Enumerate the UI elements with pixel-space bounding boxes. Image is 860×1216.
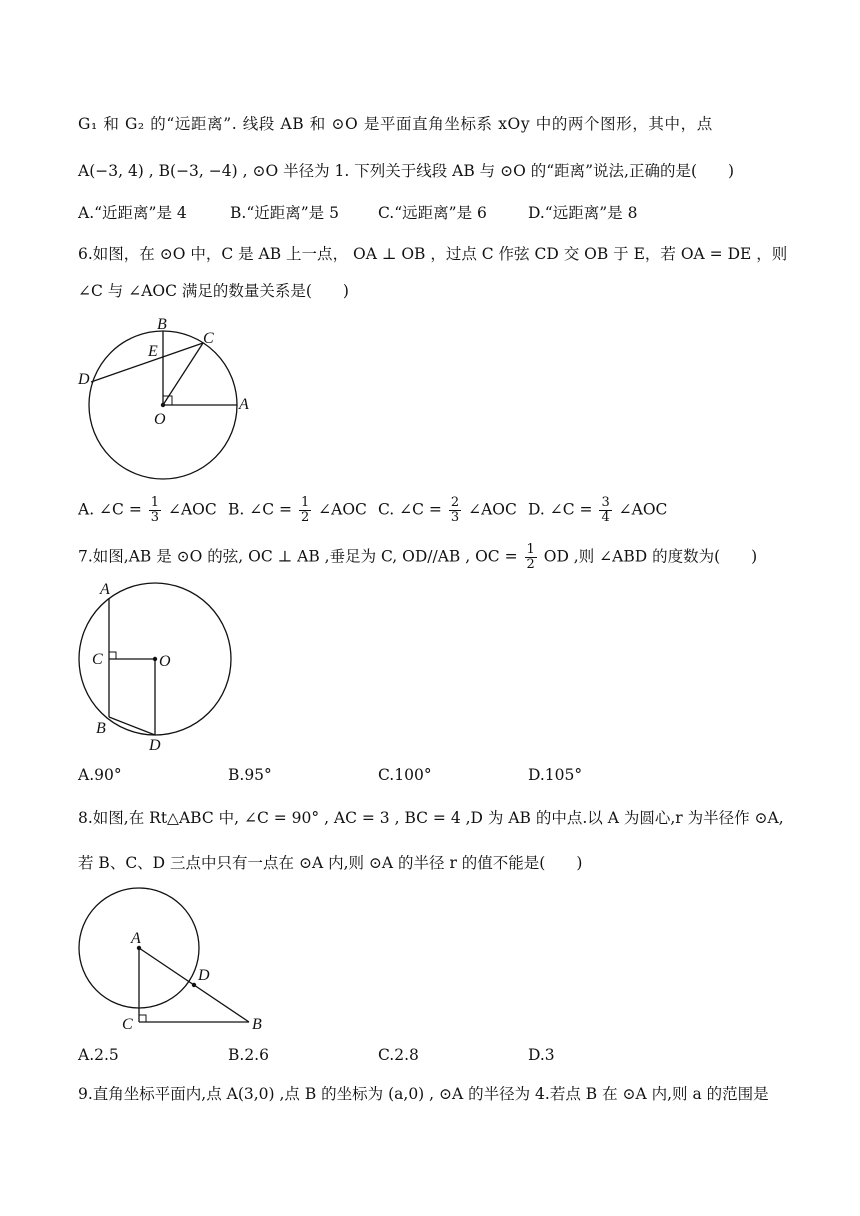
q6-option-d-suffix: ∠AOC [618, 500, 668, 519]
q6-option-b [228, 496, 367, 525]
q6-line-2: ∠C 与 ∠AOC 满足的数量关系是( ) [78, 282, 349, 300]
q6-label-o: O [154, 411, 166, 428]
q8-option-c: C.2.8 [378, 1046, 419, 1064]
q7-line-1-part-a: 7.如图,AB 是 ⊙O 的弦, OC ⊥ AB ,垂足为 C, OD//AB , OC = [78, 547, 518, 566]
q6-option-c-prefix: C. ∠C = [378, 500, 442, 519]
q7-label-b: B [96, 720, 106, 737]
q8-right-angle-mark [139, 1015, 146, 1022]
q6-label-b: B [157, 316, 167, 333]
q6-option-a-prefix: A. ∠C = [78, 500, 142, 519]
q8-triangle-figure [76, 885, 276, 1035]
q8-line-1: 8.如图,在 Rt△ABC 中, ∠C = 90° , AC = 3 , BC = 4 ,D 为 AB 的中点.以 A 为圆心,r 为半径作 ⊙A, [78, 809, 784, 827]
q7-center-dot [153, 657, 157, 661]
q5-line-2: A(−3, 4) , B(−3, −4) , ⊙O 半径为 1. 下列关于线段 AB 与 ⊙O 的“距离”说法,正确的是( ) [78, 162, 735, 180]
q6-label-d: D [78, 371, 90, 388]
q5-option-b: B.“近距离”是 5 [230, 204, 339, 222]
q7-line-1-part-b: OD ,则 ∠ABD 的度数为( ) [543, 547, 758, 566]
q6-option-a [78, 496, 217, 525]
q6-line-1: 6.如图，在 ⊙O 中，C 是 AB 上一点， OA ⊥ OB ，过点 C 作弦 CD 交 OB 于 E，若 OA = DE ，则 [78, 245, 788, 263]
q6-label-a: A [239, 396, 249, 413]
q8-label-c: C [122, 1016, 133, 1033]
q7-circle-figure [76, 580, 226, 755]
q7-segment-bd [109, 717, 155, 735]
q8-point-d [192, 983, 196, 987]
q6-option-c-suffix: ∠AOC [468, 500, 517, 519]
q5-option-a: A.“近距离”是 4 [78, 204, 187, 222]
q8-label-b: B [252, 1016, 262, 1033]
q8-option-b: B.2.6 [228, 1046, 269, 1064]
q7-option-c: C.100° [378, 766, 432, 784]
q5-option-d: D.“远距离”是 8 [528, 204, 638, 222]
q9-line-1: 9.直角坐标平面内,点 A(3,0) ,点 B 的坐标为 (a,0) , ⊙A 的半径为 4.若点 B 在 ⊙A 内,则 a 的范围是 [78, 1085, 769, 1103]
q8-option-a: A.2.5 [78, 1046, 119, 1064]
q6-option-c-fraction: $\frac{2}{3}$ [450, 495, 460, 525]
q7-fraction: $\frac{1}{2}$ [526, 542, 535, 572]
q5-line-1: G₁ 和 G₂ 的“远距离”. 线段 AB 和 ⊙O 是平面直角坐标系 xOy 中的两个图形，其中，点 [78, 115, 713, 133]
q7-option-a: A.90° [78, 766, 122, 784]
q6-label-e: E [148, 343, 158, 360]
q6-option-a-fraction: $\frac{1}{3}$ [150, 495, 160, 525]
q8-line-2: 若 B、C、D 三点中只有一点在 ⊙A 内,则 ⊙A 的半径 r 的值不能是( ) [78, 854, 583, 872]
q6-option-a-suffix: ∠AOC [167, 500, 217, 519]
q7-right-angle-mark [109, 652, 116, 659]
q6-option-d [528, 496, 667, 525]
q7-label-c: C [92, 651, 103, 668]
q8-option-d: D.3 [528, 1046, 555, 1064]
q5-option-c: C.“远距离”是 6 [378, 204, 487, 222]
q6-option-b-suffix: ∠AOC [318, 500, 367, 519]
q6-label-c: C [203, 330, 214, 347]
q6-option-d-fraction: $\frac{3}{4}$ [601, 495, 610, 525]
q7-line-1 [78, 543, 757, 572]
q6-center-dot [161, 403, 165, 407]
q7-label-d: D [149, 737, 161, 754]
q6-option-d-prefix: D. ∠C = [528, 500, 593, 519]
q6-option-b-fraction: $\frac{1}{2}$ [300, 495, 310, 525]
q7-label-a: A [100, 581, 110, 598]
q8-label-d: D [198, 967, 210, 984]
q6-chord-cd [91, 343, 203, 382]
q7-option-d: D.105° [528, 766, 583, 784]
q6-option-c [378, 496, 517, 525]
q6-circle-figure [76, 314, 266, 484]
q6-option-b-prefix: B. ∠C = [228, 500, 293, 519]
q7-label-o: O [159, 653, 171, 670]
q7-option-b: B.95° [228, 766, 272, 784]
q8-label-a: A [131, 930, 141, 947]
